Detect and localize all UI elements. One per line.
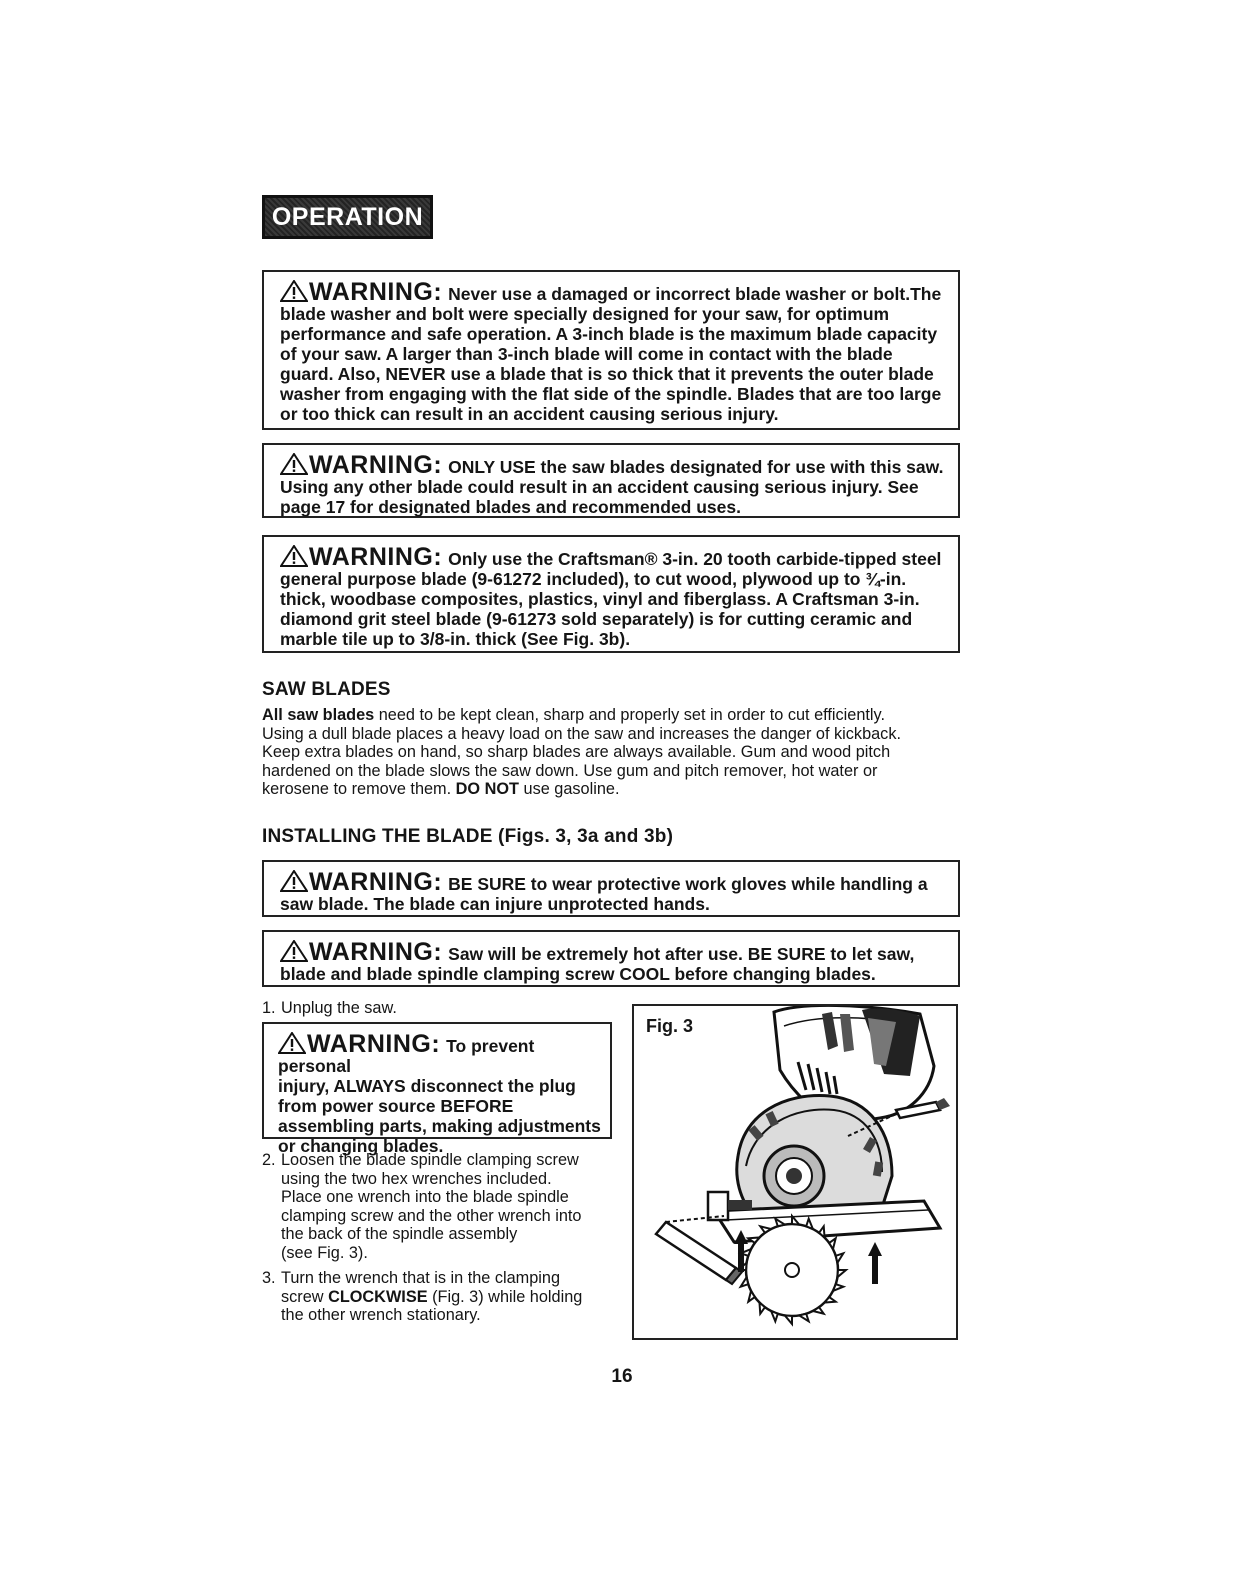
saw-blades-paragraph [262, 706, 962, 799]
blade-tooth [833, 1284, 843, 1291]
warning-line: guard. Also, NEVER use a blade that is so thick that it prevents the outer blade [280, 364, 934, 384]
warning-triangle-icon [280, 545, 308, 567]
step-number: 3. [262, 1269, 276, 1287]
warning-triangle-icon [280, 453, 308, 475]
warning-line: or changing blades. [278, 1136, 444, 1156]
warning-line: diamond grit steel blade (9-61273 sold separately) is for cutting ceramic and [280, 609, 913, 629]
warning-label: WARNING: [309, 543, 443, 571]
blade-tooth [771, 1311, 778, 1321]
warning-line: washer from engaging with the flat side of the spindle. Blades that are too large [280, 384, 942, 404]
paragraph-line: Using a dull blade places a heavy load on the saw and increases the danger of kickback. [262, 724, 901, 743]
warning-line: Using any other blade could result in an accident causing serious injury. See [280, 477, 919, 497]
warning-line: or too thick can result in an accident causing serious injury. [280, 404, 779, 424]
step-number: 2. [262, 1151, 276, 1169]
warning-text: To prevent personal [278, 1036, 535, 1076]
warning-line: general purpose blade (9-61272 included), to cut wood, plywood up to ¾-in. [280, 569, 907, 589]
warning-box-gloves [262, 860, 960, 917]
page-number: 16 [611, 1366, 633, 1387]
section-title: OPERATION [271, 202, 424, 231]
warning-line: injury, ALWAYS disconnect the plug [278, 1076, 576, 1096]
warning-line: of your saw. A larger than 3-inch blade will come in contact with the blade [280, 344, 893, 364]
warning-box-disconnect-plug [262, 1022, 612, 1156]
warning-box-hot-saw [262, 930, 960, 987]
warning-line: assembling parts, making adjustments [278, 1116, 601, 1136]
warning-text: BE SURE to wear protective work gloves while handling a [448, 874, 928, 894]
figure-label: Fig. 3 [646, 1016, 694, 1036]
warning-box-blade-washer [262, 270, 960, 430]
figure-3 [632, 1004, 958, 1340]
step-text: Loosen the blade spindle clamping screw using the two hex wrenches included. Place one wrench into the blade spindle clamping screw and the other wrench into the back of the spindle assembly (see Fig. 3). [281, 1151, 582, 1262]
paragraph-lead: All saw blades [262, 706, 375, 724]
saw-illustration [634, 1006, 958, 1340]
warning-text: Only use the Craftsman® 3-in. 20 tooth carbide-tipped steel [448, 549, 942, 569]
warning-label: WARNING: [309, 451, 443, 479]
warning-text: Saw will be extremely hot after use. BE SURE to let saw, [448, 944, 915, 964]
warning-line: performance and safe operation. A 3-inch blade is the maximum blade capacity [280, 324, 938, 344]
warning-line: from power source BEFORE [278, 1096, 514, 1116]
warning-line [280, 940, 946, 964]
paragraph-line: kerosene to remove them. DO NOT use gasoline. [262, 780, 620, 798]
blade-tooth [785, 1315, 792, 1324]
step-text: Unplug the saw. [281, 999, 397, 1017]
warning-line: page 17 for designated blades and recommended uses. [280, 497, 741, 517]
warning-box-craftsman-blade [262, 535, 960, 653]
blade-tooth [799, 1314, 808, 1322]
warning-line [280, 870, 946, 894]
do-not-emphasis: DO NOT [455, 780, 519, 798]
warning-line: saw blade. The blade can injure unprotected hands. [280, 894, 710, 914]
warning-triangle-icon [280, 870, 308, 892]
warning-label: WARNING: [307, 1030, 441, 1058]
paragraph-line: Keep extra blades on hand, so sharp blades are always available. Gum and wood pitch [262, 743, 891, 761]
warning-triangle-icon [278, 1032, 306, 1054]
step-number: 1. [262, 999, 276, 1017]
section-banner [262, 195, 433, 239]
step-text: Turn the wrench that is in the clamping screw CLOCKWISE (Fig. 3) while holding the other wrench stationary. [281, 1269, 583, 1324]
paragraph-line: All saw blades need to be kept clean, sharp and properly set in order to cut efficiently. [262, 706, 885, 724]
warning-text: Never use a damaged or incorrect blade washer or bolt.The [448, 284, 942, 304]
warning-line: blade and blade spindle clamping screw COOL before changing blades. [280, 964, 876, 984]
warning-text: ONLY USE the saw blades designated for use with this saw. [448, 457, 944, 477]
warning-line: marble tile up to 3/8-in. thick (See Fig. 3b). [280, 629, 631, 649]
installing-blade-heading: INSTALLING THE BLADE (Figs. 3, 3a and 3b) [262, 826, 674, 847]
warning-label: WARNING: [309, 938, 443, 966]
warning-label: WARNING: [309, 278, 443, 306]
warning-label: WARNING: [309, 868, 443, 896]
saw-blades-heading: SAW BLADES [262, 679, 391, 700]
blade-tooth [741, 1277, 749, 1286]
blade-tooth [837, 1270, 846, 1277]
warning-line [280, 453, 946, 477]
warning-line [280, 280, 946, 304]
blade-tooth [836, 1253, 844, 1262]
warning-triangle-icon [280, 280, 308, 302]
paragraph-line: hardened on the blade slows the saw down. Use gum and pitch remover, hot water or [262, 761, 878, 780]
warning-triangle-icon [280, 940, 308, 962]
clockwise-emphasis: CLOCKWISE [328, 1287, 428, 1306]
warning-box-designated-blades [262, 443, 960, 518]
warning-line [280, 545, 946, 569]
warning-line: blade washer and bolt were specially designed for your saw, for optimum [280, 304, 890, 324]
warning-line: thick, woodbase composites, plastics, vinyl and fiberglass. A Craftsman 3-in. [280, 589, 920, 609]
warning-line [278, 1032, 602, 1076]
